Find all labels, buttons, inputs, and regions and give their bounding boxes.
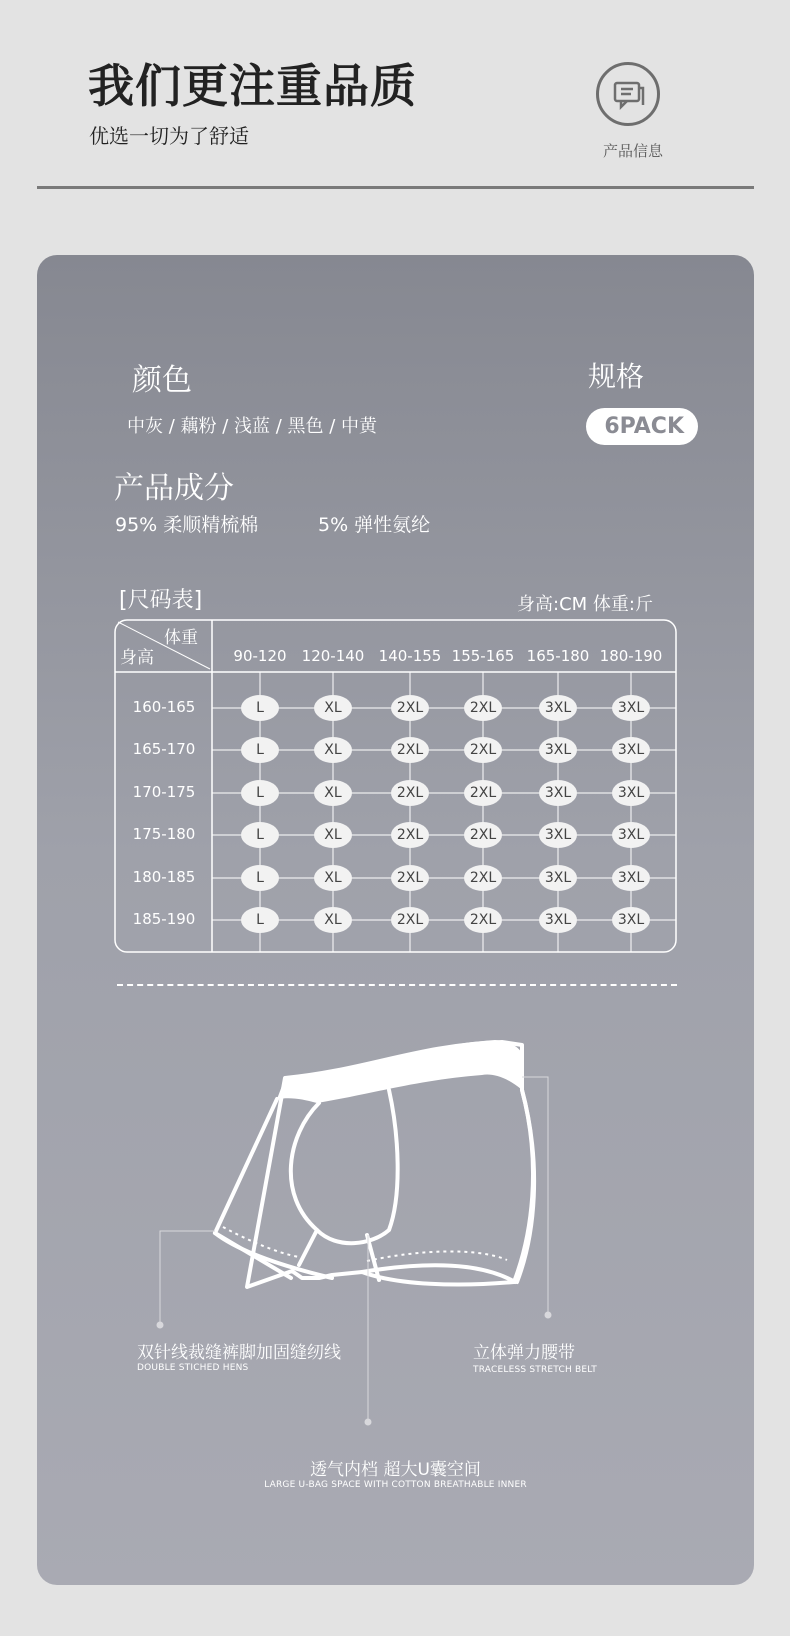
size-badge: XL	[314, 907, 352, 933]
size-badge: 3XL	[539, 865, 577, 891]
header-divider	[37, 186, 754, 189]
belt-feature-title: 立体弹力腰带	[473, 1343, 575, 1363]
hem-feature-title: 双针线裁缝裤脚加固缝纫线	[137, 1343, 341, 1363]
size-badge: L	[241, 737, 279, 763]
color-heading: 颜色	[132, 363, 192, 398]
size-badge: 3XL	[539, 737, 577, 763]
pack-badge: 6PACK	[586, 408, 698, 445]
size-badge: 2XL	[391, 695, 429, 721]
size-badge: L	[241, 822, 279, 848]
height-row-header: 180-185	[132, 868, 196, 886]
height-row-header: 185-190	[132, 910, 196, 928]
size-badge: 2XL	[391, 822, 429, 848]
size-chart-unit: 身高:CM 体重:斤	[517, 594, 653, 615]
composition-cotton: 95% 柔顺精梳棉	[115, 514, 259, 536]
product-info-button[interactable]	[596, 62, 660, 126]
pouch-feature-title: 透气内档 超大U囊空间	[310, 1460, 481, 1480]
spec-heading: 规格	[588, 360, 645, 393]
size-badge: L	[241, 907, 279, 933]
page-title: 我们更注重品质	[88, 59, 417, 113]
size-badge: 3XL	[539, 780, 577, 806]
size-badge: 3XL	[539, 907, 577, 933]
spec-panel	[37, 255, 754, 1585]
size-badge: XL	[314, 822, 352, 848]
size-chart-heading: [尺码表]	[119, 588, 203, 613]
size-badge: XL	[314, 737, 352, 763]
size-badge: 2XL	[391, 737, 429, 763]
height-row-header: 165-170	[132, 740, 196, 758]
size-badge: 2XL	[464, 780, 502, 806]
size-badge: 2XL	[464, 822, 502, 848]
composition-spandex: 5% 弹性氨纶	[318, 514, 431, 536]
page-subtitle: 优选一切为了舒适	[89, 124, 249, 148]
size-badge: 2XL	[391, 865, 429, 891]
size-badge: L	[241, 780, 279, 806]
product-info-label: 产品信息	[602, 142, 663, 160]
size-badge: XL	[314, 780, 352, 806]
boxer-diagram	[37, 995, 754, 1495]
weight-col-header: 120-140	[301, 647, 365, 665]
size-badge: 2XL	[464, 865, 502, 891]
size-badge: 2XL	[464, 737, 502, 763]
chat-list-icon	[613, 79, 645, 111]
corner-weight-label: 体重	[164, 628, 198, 648]
size-badge: XL	[314, 865, 352, 891]
color-list: 中灰 / 藕粉 / 浅蓝 / 黑色 / 中黄	[127, 416, 378, 437]
size-badge: 3XL	[612, 865, 650, 891]
weight-col-header: 155-165	[451, 647, 515, 665]
size-badge: 3XL	[539, 822, 577, 848]
belt-feature-subtitle: TRACELESS STRETCH BELT	[473, 1365, 597, 1375]
section-divider	[117, 984, 677, 986]
size-badge: 2XL	[464, 695, 502, 721]
height-row-header: 160-165	[132, 698, 196, 716]
hem-feature-subtitle: DOUBLE STICHED HENS	[137, 1363, 249, 1373]
size-badge: 3XL	[612, 737, 650, 763]
size-badge: 2XL	[464, 907, 502, 933]
size-badge: L	[241, 865, 279, 891]
size-badge: L	[241, 695, 279, 721]
pouch-feature-subtitle: LARGE U-BAG SPACE WITH COTTON BREATHABLE INNER	[264, 1480, 527, 1490]
size-badge: 3XL	[612, 695, 650, 721]
corner-height-label: 身高	[120, 648, 154, 668]
weight-col-header: 90-120	[233, 647, 287, 665]
size-badge: 3XL	[612, 822, 650, 848]
height-row-header: 175-180	[132, 825, 196, 843]
weight-col-header: 140-155	[378, 647, 442, 665]
size-badge: 2XL	[391, 907, 429, 933]
height-row-header: 170-175	[132, 783, 196, 801]
size-badge: 2XL	[391, 780, 429, 806]
size-table	[114, 619, 677, 953]
composition-heading: 产品成分	[114, 471, 234, 506]
size-badge: 3XL	[539, 695, 577, 721]
size-badge: 3XL	[612, 780, 650, 806]
size-badge: 3XL	[612, 907, 650, 933]
size-badge: XL	[314, 695, 352, 721]
weight-col-header: 165-180	[526, 647, 590, 665]
weight-col-header: 180-190	[599, 647, 663, 665]
